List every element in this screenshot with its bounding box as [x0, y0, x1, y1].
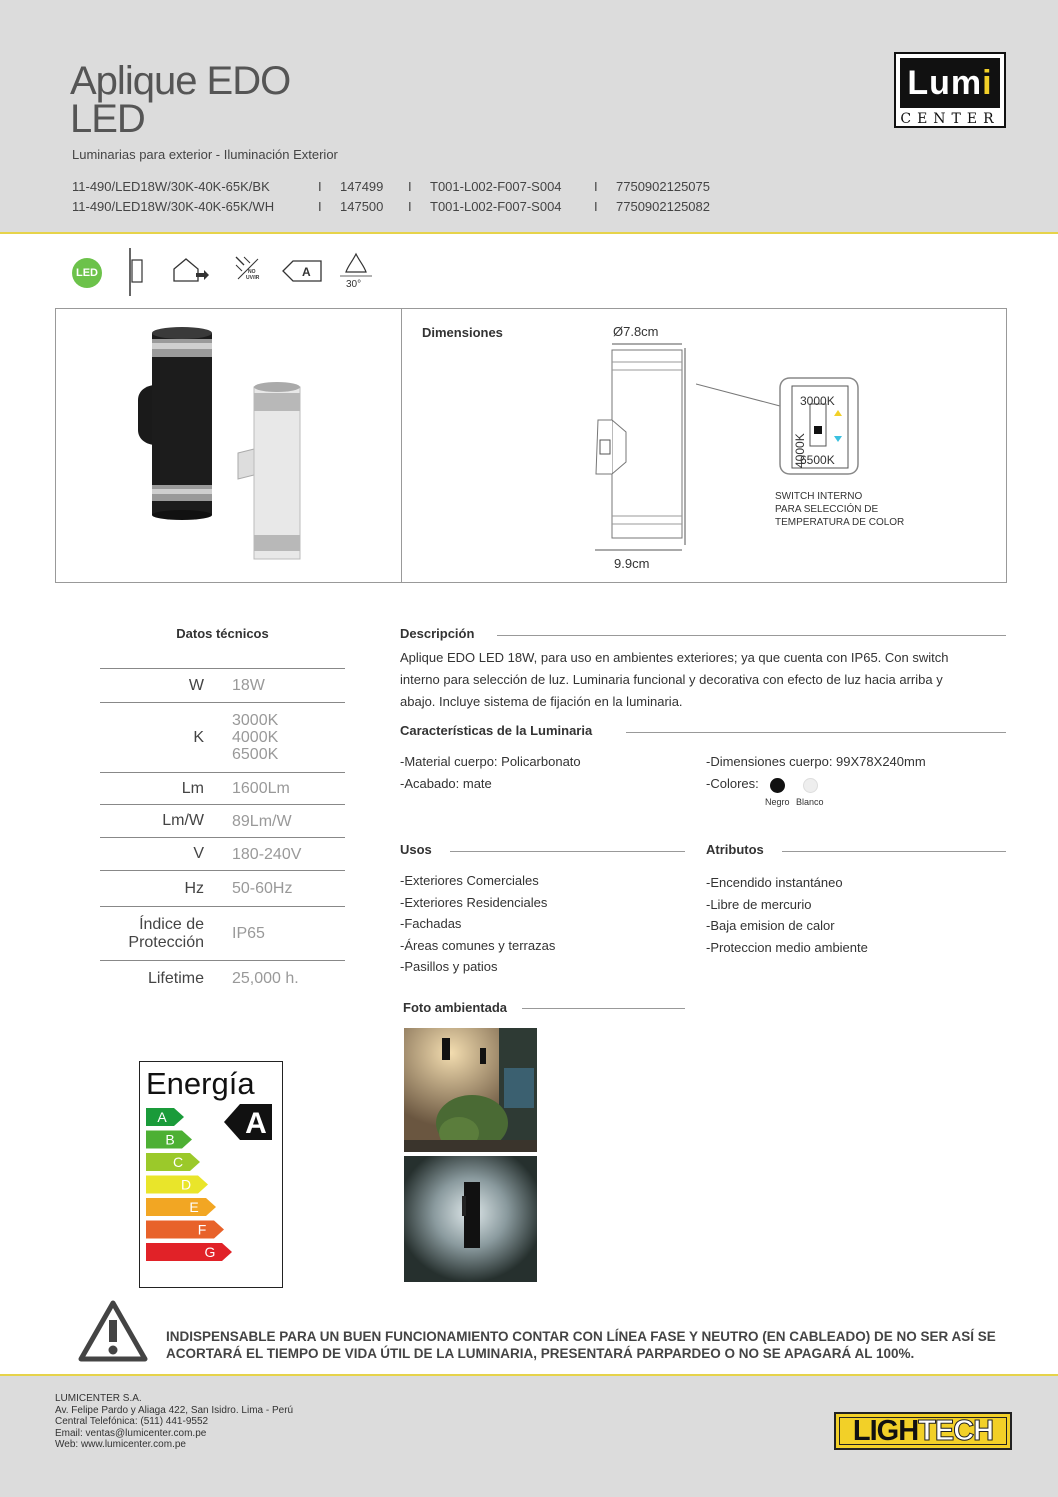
tech-label: V: [193, 845, 204, 862]
separator: I: [318, 178, 322, 194]
color-name-white: Blanco: [796, 797, 824, 807]
company-web[interactable]: Web: www.lumicenter.com.pe: [55, 1439, 186, 1450]
tech-value: 18W: [232, 677, 265, 694]
section-rule: [782, 851, 1006, 852]
tech-label: Hz: [184, 879, 204, 897]
ref-code: T001-L002-F007-S004: [430, 178, 562, 194]
warning-line: INDISPENSABLE PARA UN BUEN FUNCIONAMIENTO CONTAR CON LÍNEA FASE Y NEUTRO (EN CABLEADO) DE NO SER ASÍ SE: [166, 1329, 996, 1344]
tech-row: [100, 668, 345, 702]
tech-value: 25,000 h.: [232, 970, 299, 987]
company-phone: Central Telefónica: (511) 441-9552: [55, 1416, 209, 1427]
title-line-2: LED: [70, 97, 145, 141]
description-line: abajo. Incluye sistema de fijación en la luminaria.: [400, 694, 683, 709]
tech-row: [100, 772, 345, 804]
logo-word: Lum: [907, 64, 983, 102]
product-subtitle: Luminarias para exterior - Iluminación Exterior: [72, 147, 338, 162]
title-line-1: Aplique EDO: [70, 59, 291, 103]
color-swatch-black: [770, 778, 785, 793]
ambient-photo-2: [404, 1156, 537, 1282]
switch-temp-4000: 4000K: [793, 433, 807, 468]
lumicenter-logo: [894, 52, 1006, 128]
energy-bar-e: [146, 1198, 216, 1216]
energy-bar-letter: A: [157, 1109, 167, 1125]
energy-class-letter: A: [302, 265, 311, 279]
model-code: 11-490/LED18W/30K-40K-65K/WH: [72, 198, 275, 214]
brand-part-1: LIGH: [852, 1415, 919, 1447]
separator: I: [408, 198, 412, 214]
usos-list: [400, 870, 555, 978]
description-line: interno para selección de luz. Luminaria funcional y decorativa con efecto de luz hacia arriba y: [400, 672, 943, 687]
outdoor-house-icon: [170, 255, 210, 285]
diameter-label: Ø7.8cm: [613, 324, 659, 339]
company-info: [55, 1393, 293, 1451]
tech-row: [100, 960, 345, 996]
tech-data-title: Datos técnicos: [176, 626, 269, 641]
tech-value-line: 3000K: [232, 712, 279, 729]
product-title: [70, 59, 291, 141]
switch-note-line: PARA SELECCIÓN DE: [775, 504, 879, 515]
code-row: [72, 176, 710, 196]
switch-note-line: TEMPERATURA DE COLOR: [775, 517, 905, 528]
tech-label-line: Índice de: [139, 915, 204, 933]
energy-bar-g: [146, 1243, 232, 1261]
warning-icon: [78, 1300, 148, 1362]
description-text: [400, 647, 948, 713]
ref-code: T001-L002-F007-S004: [430, 198, 562, 214]
usos-title: Usos: [400, 842, 432, 857]
energy-bar-letter: G: [204, 1244, 216, 1260]
warning-text: [166, 1328, 1026, 1362]
led-icon: LED: [72, 258, 102, 288]
tech-label: [100, 916, 204, 952]
model-code: 11-490/LED18W/30K-40K-65K/BK: [72, 178, 270, 194]
atributo-item: -Libre de mercurio: [706, 896, 812, 912]
brand-part-2: TECH: [918, 1415, 994, 1447]
switch-note: [775, 490, 904, 529]
uso-item: -Fachadas: [400, 916, 462, 931]
characteristic-item: -Material cuerpo: Policarbonato: [400, 754, 581, 769]
beam-angle-label: 30°: [346, 279, 362, 290]
separator: I: [408, 178, 412, 194]
energy-bar-letter: C: [172, 1154, 184, 1170]
separator: I: [594, 198, 598, 214]
tech-row: [100, 804, 345, 837]
tech-value: 50-60Hz: [232, 880, 293, 897]
tech-label: W: [188, 676, 204, 694]
switch-note-line: SWITCH INTERNO: [775, 491, 863, 502]
energy-bar-letter: E: [189, 1199, 199, 1215]
switch-callout: [696, 376, 860, 476]
characteristics-title: Características de la Luminaria: [400, 723, 593, 738]
characteristic-dimensions: -Dimensiones cuerpo: 99X78X240mm: [706, 754, 926, 769]
sku-code: 147500: [340, 198, 384, 214]
sku-code: 147499: [340, 178, 384, 194]
dimension-drawing: [590, 340, 700, 555]
divider: [401, 309, 402, 582]
ean-code: 7750902125075: [616, 178, 710, 194]
section-rule: [522, 1008, 685, 1009]
dimensions-title: Dimensiones: [422, 325, 503, 340]
color-name-black: Negro: [765, 797, 790, 807]
lightech-logo: [834, 1412, 1012, 1450]
tech-label-line: Protección: [128, 933, 204, 951]
photo-section-title: Foto ambientada: [403, 1000, 508, 1015]
code-row: [72, 196, 710, 216]
tech-value: 180-240V: [232, 845, 302, 863]
tech-value-line: 4000K: [232, 729, 279, 746]
tech-value: 1600Lm: [232, 780, 290, 797]
switch-temp-6500: 6500K: [800, 453, 835, 467]
tech-row: [100, 837, 345, 870]
svg-text:UV/IR: UV/IR: [246, 275, 260, 281]
logo-sub: CENTER: [900, 111, 1000, 127]
energy-bar-letter: F: [197, 1221, 207, 1238]
tech-row: [100, 906, 345, 960]
description-title: Descripción: [400, 626, 475, 641]
tech-row: [100, 702, 345, 772]
wall-mount-icon: [128, 248, 144, 296]
ean-code: 7750902125082: [616, 198, 710, 214]
tech-label: K: [193, 728, 204, 746]
description-line: Aplique EDO LED 18W, para uso en ambientes exteriores; ya que cuenta con IP65. Con switch: [400, 650, 949, 665]
depth-label: 9.9cm: [614, 556, 650, 571]
company-name: LUMICENTER S.A.: [55, 1393, 142, 1404]
logo-dot-letter: i: [982, 64, 993, 102]
energy-bar-f: [146, 1221, 224, 1239]
separator: I: [318, 198, 322, 214]
energy-bar-letter: D: [180, 1176, 192, 1193]
atributos-title: Atributos: [706, 842, 764, 857]
product-codes: [72, 176, 710, 216]
tech-value: IP65: [232, 925, 265, 942]
uso-item: -Pasillos y patios: [400, 959, 498, 974]
tech-label: Lifetime: [147, 969, 204, 987]
section-rule: [450, 851, 685, 852]
company-email[interactable]: Email: ventas@lumicenter.com.pe: [55, 1427, 207, 1439]
atributo-item: -Proteccion medio ambiente: [706, 939, 868, 955]
atributos-list: [706, 872, 868, 958]
colors-label: -Colores:: [706, 776, 759, 791]
warning-line: ACORTARÁ EL TIEMPO DE VIDA ÚTIL DE LA LUMINARIA, PRESENTARÁ PARPARDEO O NO SE APAGARÁ AL 100%.: [166, 1346, 915, 1361]
atributo-item: -Baja emision de calor: [706, 918, 835, 933]
energy-class-icon: [282, 260, 322, 282]
tech-value-line: 6500K: [232, 746, 279, 763]
uso-item: -Exteriores Residenciales: [400, 894, 548, 910]
uso-item: -Exteriores Comerciales: [400, 873, 539, 888]
section-rule: [626, 732, 1006, 733]
section-rule: [497, 635, 1006, 636]
header: [0, 0, 1058, 234]
ambient-photo-1: [404, 1028, 537, 1152]
energy-rating-letter: A: [245, 1107, 267, 1140]
energy-scale: [146, 1108, 278, 1274]
energy-bar-letter: B: [165, 1131, 175, 1148]
tech-label: Lm: [181, 779, 204, 797]
tech-label: Lm/W: [162, 812, 204, 829]
energy-bar-d: [146, 1176, 208, 1194]
energy-title: Energía: [146, 1066, 255, 1101]
company-address: Av. Felipe Pardo y Aliaga 422, San Isidro. Lima - Perú: [55, 1404, 294, 1416]
tech-value: 89Lm/W: [232, 812, 292, 830]
characteristic-item: -Acabado: mate: [400, 775, 492, 791]
separator: I: [594, 178, 598, 194]
tech-data-table: [100, 668, 345, 996]
no-uv-ir-icon: [234, 255, 264, 285]
product-image: [130, 325, 320, 565]
characteristics-left: [400, 751, 581, 794]
color-swatch-white: [803, 778, 818, 793]
switch-temp-3000: 3000K: [800, 394, 835, 408]
svg-text:NO: NO: [248, 269, 256, 275]
uso-item: -Áreas comunes y terrazas: [400, 937, 556, 953]
tech-value: [204, 712, 278, 763]
atributo-item: -Encendido instantáneo: [706, 875, 843, 890]
tech-row: [100, 870, 345, 906]
